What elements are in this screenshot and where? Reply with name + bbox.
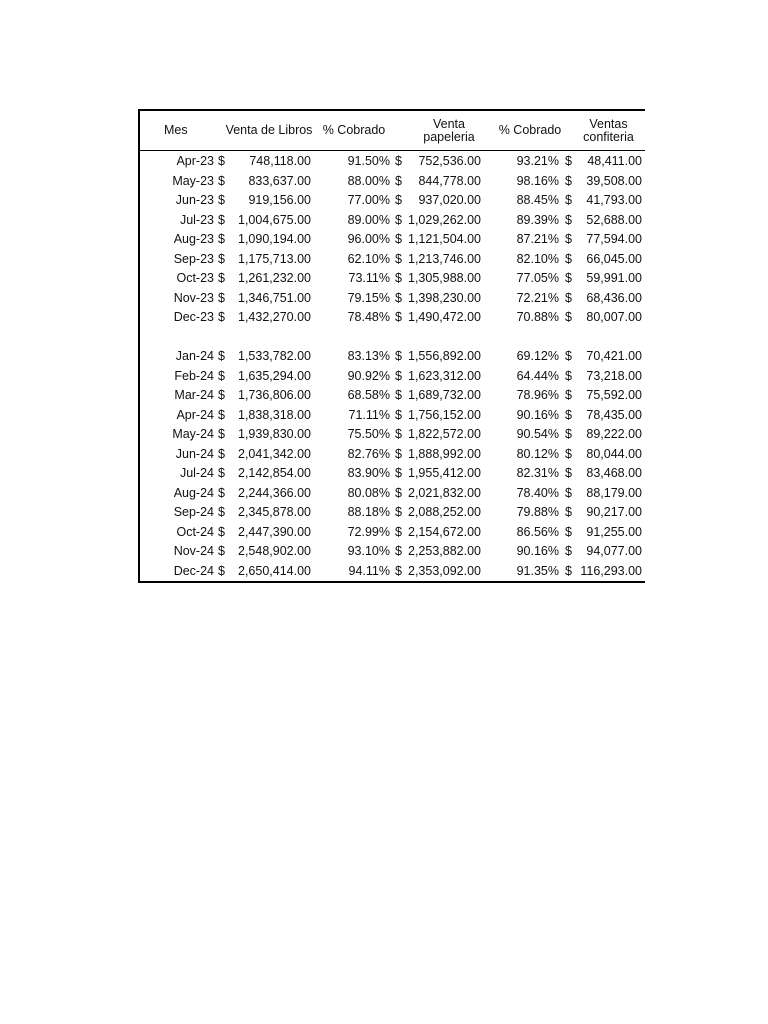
cell-venta-papeleria: 937,020.00 <box>418 193 481 207</box>
cell-currency-libros: $ <box>218 446 225 461</box>
cell-cobrado-libros: 71.11% <box>348 407 390 422</box>
cell-currency-libros: $ <box>218 271 225 285</box>
table-row <box>140 406 645 426</box>
cell-mes: Apr-23 <box>176 154 214 168</box>
cell-currency-confiteria: $ <box>565 388 572 402</box>
rows-2023 <box>140 151 645 328</box>
cell-currency-libros: $ <box>218 524 225 539</box>
cell-mes: Oct-23 <box>176 271 214 285</box>
cell-currency-papeleria: $ <box>395 485 402 500</box>
cell-currency-papeleria: $ <box>395 544 402 558</box>
cell-venta-papeleria: 1,556,892.00 <box>408 349 481 363</box>
cell-currency-confiteria: $ <box>565 407 572 422</box>
cell-cobrado-libros: 90.92% <box>347 368 390 383</box>
cell-cobrado-libros: 83.90% <box>347 466 390 480</box>
cell-venta-libros: 2,244,366.00 <box>238 485 311 500</box>
cell-currency-papeleria: $ <box>395 290 402 305</box>
cell-venta-libros: 833,637.00 <box>248 173 311 188</box>
table-row <box>140 445 645 465</box>
cell-mes: Jun-24 <box>175 446 214 461</box>
cell-currency-libros: $ <box>218 173 225 188</box>
cell-mes: Jul-23 <box>179 212 214 227</box>
cell-venta-libros: 1,635,294.00 <box>238 368 311 383</box>
cell-cobrado-libros: 91.50% <box>347 154 390 168</box>
cell-currency-confiteria: $ <box>565 251 572 266</box>
cell-venta-papeleria: 1,305,988.00 <box>408 271 481 285</box>
cell-ventas-confiteria: 52,688.00 <box>586 212 642 227</box>
cell-mes: May-23 <box>172 173 214 188</box>
cell-ventas-confiteria: 90,217.00 <box>586 505 642 519</box>
header-ventas-confiteria: Ventas confiteria <box>583 116 634 144</box>
cell-cobrado-papeleria: 80.12% <box>516 446 559 461</box>
cell-ventas-confiteria: 70,421.00 <box>586 349 642 363</box>
header-venta-libros: Venta de Libros <box>225 123 313 137</box>
cell-cobrado-papeleria: 90.16% <box>516 407 559 422</box>
cell-mes: Nov-23 <box>173 290 214 305</box>
cell-venta-papeleria: 1,490,472.00 <box>408 310 481 324</box>
cell-ventas-confiteria: 88,179.00 <box>586 485 642 500</box>
table-row <box>140 250 645 270</box>
table-row <box>140 172 645 192</box>
cell-venta-papeleria: 1,213,746.00 <box>408 251 481 266</box>
cell-mes: Dec-23 <box>173 310 214 324</box>
cell-ventas-confiteria: 78,435.00 <box>586 407 642 422</box>
cell-cobrado-papeleria: 82.31% <box>516 466 559 480</box>
cell-venta-libros: 1,175,713.00 <box>238 251 311 266</box>
cell-venta-papeleria: 2,021,832.00 <box>408 485 481 500</box>
cell-venta-libros: 2,548,902.00 <box>238 544 311 558</box>
cell-cobrado-libros: 62.10% <box>347 251 390 266</box>
cell-ventas-confiteria: 116,293.00 <box>580 563 642 578</box>
cell-venta-papeleria: 2,154,672.00 <box>408 524 481 539</box>
cell-currency-papeleria: $ <box>395 466 402 480</box>
cell-ventas-confiteria: 68,436.00 <box>586 290 642 305</box>
cell-cobrado-libros: 75.50% <box>347 427 390 441</box>
cell-currency-confiteria: $ <box>565 173 572 188</box>
year-separator <box>140 328 645 348</box>
cell-mes: Jul-24 <box>179 466 214 480</box>
cell-cobrado-papeleria: 77.05% <box>516 271 559 285</box>
cell-venta-papeleria: 2,088,252.00 <box>408 505 481 519</box>
cell-venta-papeleria: 844,778.00 <box>418 173 481 188</box>
cell-cobrado-libros: 80.08% <box>347 485 390 500</box>
cell-currency-papeleria: $ <box>395 563 402 578</box>
table-row <box>140 367 645 387</box>
cell-cobrado-papeleria: 90.54% <box>516 427 559 441</box>
cell-cobrado-papeleria: 64.44% <box>516 368 559 383</box>
cell-currency-libros: $ <box>218 212 225 227</box>
cell-currency-libros: $ <box>218 290 225 305</box>
cell-currency-papeleria: $ <box>395 388 402 402</box>
cell-currency-libros: $ <box>218 388 225 402</box>
table-row <box>140 308 645 328</box>
cell-cobrado-libros: 88.18% <box>347 505 390 519</box>
cell-cobrado-papeleria: 93.21% <box>516 154 559 168</box>
cell-cobrado-papeleria: 98.16% <box>516 173 559 188</box>
cell-cobrado-libros: 83.13% <box>347 349 390 363</box>
table-row <box>140 230 645 250</box>
cell-venta-libros: 2,142,854.00 <box>238 466 311 480</box>
table-header <box>140 111 645 151</box>
cell-cobrado-papeleria: 90.16% <box>516 544 559 558</box>
header-mes: Mes <box>164 123 188 137</box>
cell-currency-confiteria: $ <box>565 349 572 363</box>
cell-ventas-confiteria: 80,044.00 <box>586 446 642 461</box>
cell-ventas-confiteria: 73,218.00 <box>586 368 642 383</box>
cell-cobrado-papeleria: 69.12% <box>516 349 559 363</box>
cell-currency-confiteria: $ <box>565 544 572 558</box>
table-row <box>140 152 645 172</box>
cell-venta-papeleria: 1,121,504.00 <box>408 232 481 246</box>
cell-mes: Jan-24 <box>175 349 214 363</box>
cell-ventas-confiteria: 75,592.00 <box>586 388 642 402</box>
cell-currency-papeleria: $ <box>395 232 402 246</box>
cell-venta-libros: 1,838,318.00 <box>238 407 311 422</box>
cell-currency-libros: $ <box>218 407 225 422</box>
cell-currency-papeleria: $ <box>395 251 402 266</box>
cell-currency-libros: $ <box>218 310 225 324</box>
cell-ventas-confiteria: 59,991.00 <box>586 271 642 285</box>
cell-cobrado-papeleria: 70.88% <box>516 310 559 324</box>
cell-ventas-confiteria: 91,255.00 <box>586 524 642 539</box>
cell-currency-confiteria: $ <box>565 446 572 461</box>
cell-cobrado-libros: 68.58% <box>347 388 390 402</box>
cell-ventas-confiteria: 77,594.00 <box>586 232 642 246</box>
cell-currency-papeleria: $ <box>395 173 402 188</box>
cell-venta-libros: 1,736,806.00 <box>238 388 311 402</box>
cell-ventas-confiteria: 94,077.00 <box>586 544 642 558</box>
cell-currency-libros: $ <box>218 349 225 363</box>
table-row <box>140 523 645 543</box>
cell-mes: Jun-23 <box>175 193 214 207</box>
cell-ventas-confiteria: 41,793.00 <box>586 193 642 207</box>
cell-currency-libros: $ <box>218 505 225 519</box>
cell-cobrado-papeleria: 89.39% <box>516 212 559 227</box>
cell-venta-libros: 2,650,414.00 <box>238 563 311 578</box>
table-row <box>140 503 645 523</box>
cell-currency-papeleria: $ <box>395 212 402 227</box>
cell-venta-libros: 2,041,342.00 <box>238 446 311 461</box>
cell-currency-papeleria: $ <box>395 271 402 285</box>
cell-mes: Oct-24 <box>176 524 214 539</box>
cell-ventas-confiteria: 48,411.00 <box>587 154 642 168</box>
cell-cobrado-libros: 88.00% <box>347 173 390 188</box>
cell-mes: Aug-24 <box>173 485 214 500</box>
cell-currency-libros: $ <box>218 368 225 383</box>
cell-currency-confiteria: $ <box>565 485 572 500</box>
table-row <box>140 562 645 582</box>
table-row <box>140 542 645 562</box>
cell-cobrado-libros: 96.00% <box>347 232 390 246</box>
cell-ventas-confiteria: 66,045.00 <box>586 251 642 266</box>
cell-cobrado-libros: 73.11% <box>348 271 390 285</box>
cell-mes: Dec-24 <box>173 563 214 578</box>
cell-mes: Feb-24 <box>174 368 214 383</box>
cell-venta-papeleria: 1,689,732.00 <box>408 388 481 402</box>
cell-venta-libros: 2,345,878.00 <box>238 505 311 519</box>
cell-venta-papeleria: 1,398,230.00 <box>408 290 481 305</box>
cell-venta-papeleria: 2,253,882.00 <box>408 544 481 558</box>
cell-venta-libros: 919,156.00 <box>248 193 311 207</box>
table-row <box>140 269 645 289</box>
table-row <box>140 484 645 504</box>
cell-venta-libros: 748,118.00 <box>249 154 311 168</box>
cell-cobrado-libros: 78.48% <box>347 310 390 324</box>
cell-currency-confiteria: $ <box>565 232 572 246</box>
cell-mes: Mar-24 <box>174 388 214 402</box>
cell-currency-libros: $ <box>218 193 225 207</box>
cell-currency-confiteria: $ <box>565 193 572 207</box>
cell-cobrado-libros: 79.15% <box>347 290 390 305</box>
cell-cobrado-papeleria: 79.88% <box>516 505 559 519</box>
cell-currency-papeleria: $ <box>395 193 402 207</box>
header-venta-papeleria: Venta papeleria <box>423 116 475 144</box>
cell-currency-libros: $ <box>218 251 225 266</box>
table-row <box>140 289 645 309</box>
cell-venta-papeleria: 1,822,572.00 <box>408 427 481 441</box>
cell-cobrado-papeleria: 82.10% <box>516 251 559 266</box>
cell-venta-papeleria: 2,353,092.00 <box>408 563 481 578</box>
cell-venta-libros: 1,090,194.00 <box>238 232 311 246</box>
cell-mes: Sep-24 <box>173 505 214 519</box>
cell-venta-libros: 1,432,270.00 <box>238 310 311 324</box>
cell-venta-libros: 1,533,782.00 <box>238 349 311 363</box>
cell-cobrado-papeleria: 78.96% <box>516 388 559 402</box>
cell-currency-confiteria: $ <box>565 290 572 305</box>
cell-cobrado-libros: 77.00% <box>347 193 390 207</box>
table-row <box>140 211 645 231</box>
cell-currency-confiteria: $ <box>565 505 572 519</box>
cell-currency-libros: $ <box>218 485 225 500</box>
cell-cobrado-papeleria: 86.56% <box>516 524 559 539</box>
cell-venta-papeleria: 752,536.00 <box>418 154 481 168</box>
cell-mes: Apr-24 <box>176 407 214 422</box>
cell-venta-papeleria: 1,756,152.00 <box>408 407 481 422</box>
cell-ventas-confiteria: 39,508.00 <box>586 173 642 188</box>
cell-currency-papeleria: $ <box>395 505 402 519</box>
cell-currency-papeleria: $ <box>395 349 402 363</box>
cell-currency-confiteria: $ <box>565 212 572 227</box>
cell-currency-papeleria: $ <box>395 524 402 539</box>
cell-cobrado-papeleria: 91.35% <box>516 563 559 578</box>
cell-ventas-confiteria: 89,222.00 <box>586 427 642 441</box>
cell-venta-papeleria: 1,623,312.00 <box>408 368 481 383</box>
cell-currency-confiteria: $ <box>565 466 572 480</box>
cell-mes: Sep-23 <box>173 251 214 266</box>
cell-venta-libros: 1,261,232.00 <box>238 271 311 285</box>
cell-cobrado-libros: 72.99% <box>347 524 390 539</box>
cell-currency-confiteria: $ <box>565 563 572 578</box>
cell-ventas-confiteria: 80,007.00 <box>586 310 642 324</box>
cell-currency-papeleria: $ <box>395 407 402 422</box>
cell-mes: Nov-24 <box>173 544 214 558</box>
cell-currency-libros: $ <box>218 563 225 578</box>
cell-venta-libros: 1,004,675.00 <box>238 212 311 227</box>
header-cobrado-papeleria: % Cobrado <box>498 123 562 137</box>
cell-venta-libros: 1,346,751.00 <box>238 290 311 305</box>
cell-cobrado-libros: 82.76% <box>347 446 390 461</box>
cell-currency-confiteria: $ <box>565 524 572 539</box>
cell-mes: Aug-23 <box>173 232 214 246</box>
cell-cobrado-papeleria: 88.45% <box>516 193 559 207</box>
table-row <box>140 425 645 445</box>
cell-currency-libros: $ <box>218 466 225 480</box>
cell-mes: May-24 <box>172 427 214 441</box>
cell-currency-libros: $ <box>218 427 225 441</box>
cell-venta-libros: 2,447,390.00 <box>238 524 311 539</box>
cell-venta-libros: 1,939,830.00 <box>238 427 311 441</box>
cell-venta-papeleria: 1,029,262.00 <box>408 212 481 227</box>
cell-currency-papeleria: $ <box>395 310 402 324</box>
cell-currency-papeleria: $ <box>395 446 402 461</box>
sales-table <box>138 109 645 583</box>
table-row <box>140 347 645 367</box>
cell-ventas-confiteria: 83,468.00 <box>586 466 642 480</box>
rows-2024 <box>140 347 645 581</box>
cell-currency-confiteria: $ <box>565 310 572 324</box>
cell-cobrado-libros: 89.00% <box>347 212 390 227</box>
header-cobrado-libros: % Cobrado <box>322 123 386 137</box>
table-row <box>140 386 645 406</box>
cell-venta-papeleria: 1,888,992.00 <box>408 446 481 461</box>
cell-currency-papeleria: $ <box>395 427 402 441</box>
table-row <box>140 191 645 211</box>
cell-cobrado-libros: 93.10% <box>347 544 390 558</box>
table-row <box>140 464 645 484</box>
cell-currency-libros: $ <box>218 154 225 168</box>
cell-currency-libros: $ <box>218 544 225 558</box>
cell-currency-confiteria: $ <box>565 271 572 285</box>
cell-cobrado-papeleria: 87.21% <box>516 232 559 246</box>
cell-currency-libros: $ <box>218 232 225 246</box>
cell-cobrado-libros: 94.11% <box>348 563 390 578</box>
cell-cobrado-papeleria: 78.40% <box>516 485 559 500</box>
cell-currency-confiteria: $ <box>565 154 572 168</box>
cell-currency-papeleria: $ <box>395 368 402 383</box>
cell-currency-papeleria: $ <box>395 154 402 168</box>
cell-venta-papeleria: 1,955,412.00 <box>408 466 481 480</box>
cell-cobrado-papeleria: 72.21% <box>516 290 559 305</box>
cell-currency-confiteria: $ <box>565 427 572 441</box>
cell-currency-confiteria: $ <box>565 368 572 383</box>
